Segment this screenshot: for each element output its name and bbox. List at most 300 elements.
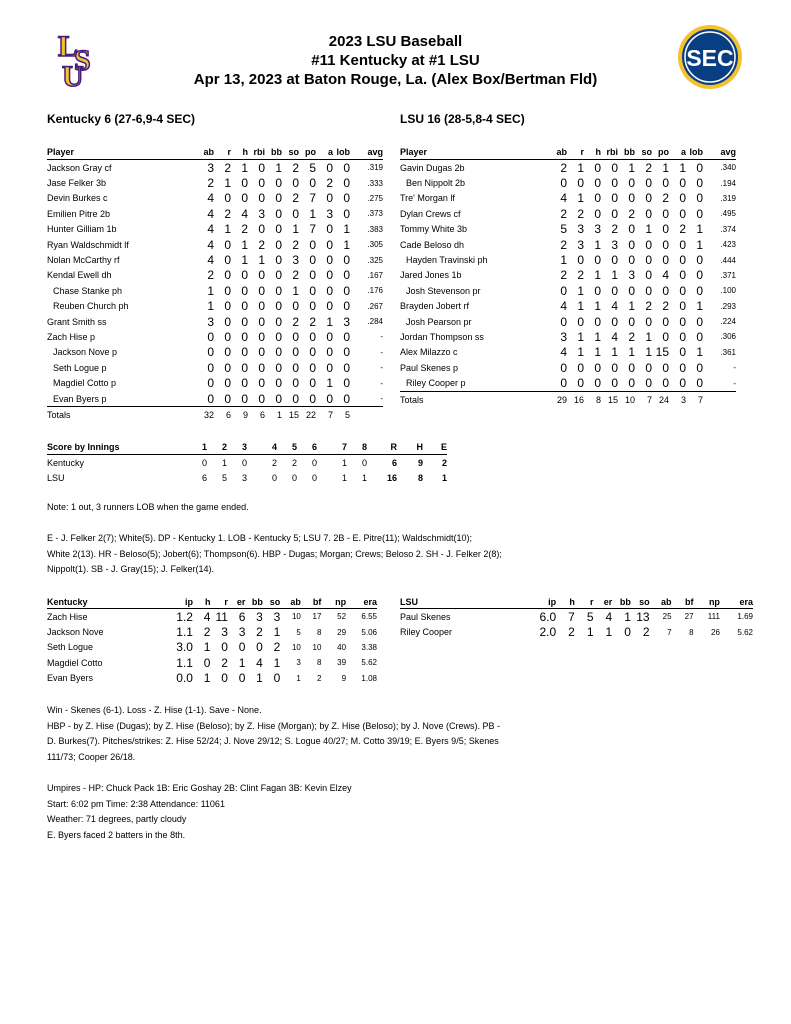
column-header: so (631, 595, 650, 609)
stat-cell: 1.08 (361, 673, 377, 683)
stat-cell: 5 (296, 627, 301, 637)
player-row (400, 360, 736, 375)
visitor-batting-table (47, 145, 383, 423)
inning-score: 0 (201, 457, 207, 468)
stat-cell: 26 (711, 627, 720, 637)
player-name: Josh Stevenson pr (406, 285, 481, 296)
inning-score: 0 (241, 457, 247, 468)
stat-cell: 3 (326, 206, 333, 221)
stat-cell: 0 (343, 376, 350, 391)
totals-cell: 15 (288, 409, 299, 420)
player-name: Paul Skenes p (400, 362, 459, 373)
stat-cell: 1 (577, 160, 584, 175)
player-name: Tommy White 3b (400, 224, 468, 235)
totals-cell: 8 (595, 394, 601, 405)
stat-cell: 1 (696, 237, 703, 252)
player-row (47, 252, 383, 267)
inning-score: 2 (271, 457, 277, 468)
game-date-location: Apr 13, 2023 at Baton Rouge, La. (Alex Box/Bertman Fld) (193, 71, 598, 88)
stat-cell: 3 (292, 253, 299, 268)
column-header: bb (245, 595, 262, 609)
totals-cell: 15 (607, 394, 618, 405)
stat-cell: 1 (696, 345, 703, 360)
stat-cell: 0 (645, 253, 652, 268)
stat-cell: 2 (207, 176, 214, 191)
stat-cell: 0 (679, 299, 686, 314)
stat-cell: 1 (594, 268, 601, 283)
pitcher-row (47, 624, 377, 639)
stat-cell: 2 (645, 299, 652, 314)
stat-cell: 5.62 (737, 627, 753, 637)
batting-average: .306 (720, 332, 736, 342)
stat-cell: 0 (241, 329, 248, 344)
inning-header: 1 (187, 439, 207, 455)
stat-cell: 2 (241, 222, 248, 237)
linescore-row (47, 470, 447, 485)
stat-cell: 0 (309, 268, 316, 283)
stat-cell: 3 (221, 625, 228, 640)
stat-cell: 3 (238, 625, 246, 640)
column-header: avg (703, 145, 736, 160)
stat-cell: 0 (326, 360, 333, 375)
stat-cell: 5.62 (361, 658, 377, 668)
inning-score: 2 (291, 457, 297, 468)
notes-line: E - J. Felker 2(7); White(5). DP - Kentucky 1. LOB - Kentucky 5; LSU 7. 2B - E. Pitre(11); Waldschmidt(10); (47, 533, 472, 543)
column-header: er (594, 595, 613, 609)
pitcher-name: Seth Logue (47, 642, 94, 653)
player-row (47, 191, 383, 206)
column-header: era (346, 595, 377, 609)
stat-cell: 0 (343, 329, 350, 344)
batting-average: .333 (367, 178, 383, 188)
rhe-value: 9 (417, 457, 423, 468)
stat-cell: 0 (224, 299, 231, 314)
inning-header: 7 (317, 439, 347, 455)
stat-cell: 39 (337, 658, 347, 668)
stat-cell: 0 (224, 360, 231, 375)
stat-cell: 1 (203, 671, 211, 686)
totals-cell: 22 (305, 409, 316, 420)
stat-cell: 0 (662, 206, 669, 221)
linescore-table (47, 439, 447, 485)
stat-cell: 0 (258, 329, 265, 344)
game-end-note: Note: 1 out, 3 runners LOB when the game ended. (47, 502, 249, 512)
stat-cell: 3.0 (176, 640, 193, 655)
stat-cell: 0 (326, 268, 333, 283)
stat-cell: 1 (628, 160, 635, 175)
stat-cell: 1 (224, 222, 231, 237)
stat-cell: 2 (203, 625, 211, 640)
stat-cell: 2 (662, 299, 669, 314)
stat-cell: 1 (605, 625, 613, 640)
totals-cell: 7 (327, 409, 333, 420)
column-header: so (282, 145, 299, 160)
player-name: Jackson Gray cf (47, 162, 112, 173)
stat-cell: 0 (696, 206, 703, 221)
stat-cell: 0 (326, 237, 333, 252)
summary-line: D. Burkes(7). Pitches/strikes: Z. Hise 52/24; J. Nove 29/12; S. Logue 40/27; M. Cotto 39/19; E. Byers 9/5; Skenes (47, 736, 499, 746)
stat-cell: 0 (662, 253, 669, 268)
stat-cell: 0 (224, 237, 231, 252)
column-header: po (652, 145, 669, 160)
rhe-value: 8 (417, 472, 423, 483)
player-name: Magdiel Cotto p (53, 378, 117, 389)
stat-cell: 0 (624, 625, 631, 640)
stat-cell: 1 (577, 329, 584, 344)
stat-cell: 3 (296, 658, 301, 668)
column-header: r (210, 595, 227, 609)
player-row (47, 314, 383, 329)
game-info-footer (47, 781, 747, 843)
stat-cell: 5 (560, 222, 567, 237)
inning-score: 0 (291, 472, 297, 483)
stat-cell: 1 (343, 237, 350, 252)
column-header: a (669, 145, 686, 160)
stat-cell: 0 (343, 206, 350, 221)
stat-cell: 0 (696, 160, 703, 175)
stat-cell: 0 (207, 345, 214, 360)
stat-cell: 0 (292, 329, 299, 344)
totals-cell: 3 (680, 394, 686, 405)
stat-cell: 0 (343, 299, 350, 314)
stat-cell: 0 (645, 191, 652, 206)
player-name: Hayden Travinski ph (406, 255, 488, 266)
stat-cell: 0 (594, 360, 601, 375)
stat-cell: 1 (296, 673, 301, 683)
stat-cell: 0 (309, 237, 316, 252)
stat-cell: 1 (275, 160, 282, 175)
column-header: bf (301, 595, 322, 609)
batting-average: - (380, 363, 383, 373)
stat-cell: 0 (343, 360, 350, 375)
player-row (47, 222, 383, 237)
stat-cell: 40 (337, 642, 347, 652)
column-header: lob (333, 145, 350, 160)
stat-cell: 0 (662, 237, 669, 252)
player-name: Josh Pearson pr (406, 316, 472, 327)
batting-average: .374 (720, 224, 736, 234)
stat-cell: 0 (645, 283, 652, 298)
stat-cell: 2 (568, 625, 575, 640)
stat-cell: 0 (577, 253, 584, 268)
stat-cell: 0 (309, 299, 316, 314)
summary-line: HBP - by Z. Hise (Dugas); by Z. Hise (Beloso); by Z. Hise (Morgan); by Z. Hise (Beloso); by J. Nove (Crews). PB - (47, 720, 500, 731)
stat-cell: 3 (343, 314, 350, 329)
player-name: Devin Burkes c (47, 193, 108, 204)
stat-cell: 0 (611, 253, 618, 268)
totals-cell: 9 (242, 409, 248, 420)
stat-cell: 0 (611, 360, 618, 375)
stat-cell: 3 (577, 237, 584, 252)
visitor-pitching-table (47, 595, 377, 686)
stat-cell: 0 (679, 176, 686, 191)
stat-cell: 0 (679, 345, 686, 360)
stat-cell: 1 (594, 237, 601, 252)
stat-cell: 0 (309, 253, 316, 268)
inning-score: 1 (361, 472, 367, 483)
stat-cell: 0 (326, 222, 333, 237)
stat-cell: 0 (679, 329, 686, 344)
stat-cell: 0 (611, 314, 618, 329)
stat-cell: 0 (618, 375, 635, 391)
column-header: bb (618, 145, 635, 160)
column-header: ip (532, 595, 556, 609)
stat-cell: 4 (611, 299, 618, 314)
column-header: Player (47, 145, 197, 160)
stat-cell: 0 (275, 314, 282, 329)
stat-cell: 8 (316, 627, 322, 637)
batting-average: .293 (720, 301, 736, 311)
stat-cell: 0 (258, 191, 265, 206)
stat-cell: 0 (241, 283, 248, 298)
stat-cell: 1 (241, 160, 248, 175)
stat-cell: 1 (241, 237, 248, 252)
stat-cell: 0 (221, 671, 228, 686)
stat-cell: 0 (292, 176, 299, 191)
stat-cell: 0 (224, 376, 231, 391)
stat-cell: 4 (611, 329, 618, 344)
player-name: Jase Felker 3b (47, 178, 107, 189)
totals-cell: 5 (344, 409, 350, 420)
stat-cell: 0.0 (176, 671, 193, 686)
pitcher-row (47, 609, 377, 625)
stat-cell: 0 (275, 283, 282, 298)
stat-cell: 0 (258, 222, 265, 237)
svg-text:S: S (74, 44, 91, 77)
footer-line: Weather: 71 degrees, partly cloudy (47, 814, 187, 824)
player-row (47, 175, 383, 190)
stat-cell: 0 (594, 283, 601, 298)
stat-cell: 3 (273, 609, 281, 624)
stat-cell: 0 (560, 314, 567, 329)
stat-cell: 2 (326, 176, 333, 191)
stat-cell: 0 (275, 268, 282, 283)
stat-cell: 0 (309, 345, 316, 360)
stat-cell: 3 (628, 268, 635, 283)
stat-cell: 0 (275, 176, 282, 191)
stat-cell: 1 (273, 625, 281, 640)
batting-average: .340 (720, 163, 736, 173)
stat-cell: 1 (594, 329, 601, 344)
player-row (47, 345, 383, 360)
totals-cell: 10 (624, 394, 635, 405)
stat-cell: 0 (628, 314, 635, 329)
player-name: Grant Smith ss (47, 316, 107, 327)
inning-header: 3 (227, 439, 247, 455)
player-row (400, 268, 736, 283)
stat-cell: 29 (337, 627, 347, 637)
stat-cell: 0 (611, 206, 618, 221)
inning-header: 5 (277, 439, 297, 455)
stat-cell: 2 (292, 268, 299, 283)
pitcher-row (400, 624, 753, 639)
stat-cell: 0 (258, 314, 265, 329)
stat-cell: 0 (275, 360, 282, 375)
stat-cell: 2 (256, 625, 263, 640)
stat-cell: 0 (343, 176, 350, 191)
inning-score: 0 (311, 472, 317, 483)
stat-cell: 0 (550, 375, 567, 391)
player-name: Jared Jones 1b (400, 270, 462, 281)
totals-empty (703, 391, 736, 407)
stat-cell: 0 (231, 391, 248, 407)
stat-cell: 0 (679, 237, 686, 252)
stat-cell: 0 (679, 253, 686, 268)
stat-cell: 10 (291, 642, 301, 652)
stat-cell: 1 (696, 299, 703, 314)
stat-cell: 1 (645, 222, 652, 237)
stat-cell: 3 (207, 160, 214, 175)
stat-cell: 17 (312, 612, 322, 622)
stat-cell: 0 (224, 329, 231, 344)
stat-cell: 5.06 (361, 627, 377, 637)
stat-cell: 2 (273, 640, 281, 655)
stat-cell: 7 (568, 609, 575, 624)
inning-score: 1 (221, 457, 227, 468)
column-header: a (316, 145, 333, 160)
stat-cell: 0 (594, 191, 601, 206)
stat-cell: 1.1 (176, 625, 193, 640)
stat-cell: 0 (197, 391, 214, 407)
stat-cell: 0 (241, 299, 248, 314)
stat-cell: 2 (645, 160, 652, 175)
stat-cell: 1 (611, 345, 618, 360)
stat-cell: 0 (696, 283, 703, 298)
stat-cell: 0 (275, 253, 282, 268)
stat-cell: 10 (291, 612, 301, 622)
stat-cell: 0 (628, 360, 635, 375)
column-header: era (720, 595, 753, 609)
rhe-header: E (423, 439, 447, 455)
pitching-team-header: Kentucky (47, 595, 170, 609)
stat-cell: 4 (560, 299, 567, 314)
column-header: np (694, 595, 720, 609)
batting-average: .325 (367, 255, 383, 265)
stat-cell: 0 (611, 160, 618, 175)
stat-cell: 0 (214, 391, 231, 407)
stat-cell: 0 (584, 375, 601, 391)
stat-cell: 1 (207, 299, 214, 314)
stat-cell: 6.0 (539, 609, 557, 624)
player-name: Kendal Ewell dh (47, 270, 112, 281)
player-row (400, 175, 736, 190)
pitcher-name: Riley Cooper (400, 627, 453, 638)
player-row (47, 375, 383, 390)
column-header: so (263, 595, 280, 609)
column-header: lob (686, 145, 703, 160)
pitcher-row (47, 640, 377, 655)
stat-cell: 0 (292, 299, 299, 314)
stat-cell: 7 (309, 222, 316, 237)
stat-cell: 15 (655, 345, 669, 360)
stat-cell: 13 (636, 609, 650, 624)
svg-text:L: L (58, 30, 79, 63)
stat-cell: 0 (224, 191, 231, 206)
stat-cell: 4 (203, 609, 211, 624)
stat-cell: 0 (696, 360, 703, 375)
stat-cell: 0 (343, 160, 350, 175)
player-name: Ryan Waldschmidt lf (47, 239, 129, 250)
stat-cell: 1 (256, 671, 263, 686)
column-header: r (575, 595, 594, 609)
player-name: Jordan Thompson ss (400, 331, 484, 342)
stat-cell: 1 (238, 655, 246, 670)
stat-cell: 2 (221, 655, 228, 670)
stat-cell: 9 (341, 673, 347, 683)
stat-cell: 1 (343, 222, 350, 237)
column-header: ab (280, 595, 301, 609)
stat-cell: 1 (309, 206, 316, 221)
stat-cell: 0 (662, 314, 669, 329)
stat-cell: 0 (662, 283, 669, 298)
stat-cell: 0 (221, 640, 228, 655)
stat-cell: 1 (628, 299, 635, 314)
inning-header: 2 (207, 439, 227, 455)
stat-cell: 0 (224, 314, 231, 329)
stat-cell: 4 (560, 345, 567, 360)
stat-cell: 0 (326, 160, 333, 175)
stat-cell: 2 (292, 160, 299, 175)
stat-cell: 0 (594, 160, 601, 175)
stat-cell: 25 (662, 612, 672, 622)
stat-cell: 1 (645, 345, 652, 360)
column-header: h (193, 595, 210, 609)
inning-score: 1 (341, 472, 347, 483)
stat-cell: 0 (258, 360, 265, 375)
stat-cell: 0 (309, 283, 316, 298)
column-header: po (299, 145, 316, 160)
player-name: Brayden Jobert rf (400, 301, 470, 312)
stat-cell: 4 (560, 191, 567, 206)
stat-cell: 0 (635, 375, 652, 391)
stat-cell: 4 (207, 191, 214, 206)
stat-cell: 0 (292, 206, 299, 221)
batting-average: .194 (720, 178, 736, 188)
stat-cell: 2.0 (539, 625, 557, 640)
stat-cell: 0 (292, 376, 299, 391)
stat-cell: 0 (258, 176, 265, 191)
player-row (400, 314, 736, 329)
stat-cell: 0 (594, 206, 601, 221)
summary-line: 111/73; Cooper 26/18. (47, 751, 136, 762)
stat-cell: 0 (662, 176, 669, 191)
stat-cell: 2 (224, 160, 231, 175)
stat-cell: 0 (679, 283, 686, 298)
stat-cell: 0 (611, 191, 618, 206)
stat-cell: 0 (248, 391, 265, 407)
batting-average: .176 (367, 286, 383, 296)
player-row (47, 329, 383, 344)
stat-cell: 0 (258, 376, 265, 391)
stat-cell: 0 (224, 345, 231, 360)
stat-cell: 0 (628, 191, 635, 206)
stat-cell: 0 (662, 360, 669, 375)
player-row (400, 206, 736, 221)
inning-score: 3 (241, 472, 247, 483)
stat-cell: 0 (258, 345, 265, 360)
stat-cell: 0 (224, 283, 231, 298)
visitor-team-heading: Kentucky 6 (27-6,9-4 SEC) (47, 112, 196, 126)
totals-cell: 1 (276, 409, 282, 420)
inning-score: 0 (361, 457, 367, 468)
stat-cell: 1 (241, 253, 248, 268)
stat-cell: 1 (696, 222, 703, 237)
batting-average: .267 (367, 301, 383, 311)
totals-label: Totals (47, 409, 71, 420)
batting-average: - (380, 332, 383, 342)
stat-cell: 0 (679, 268, 686, 283)
stat-cell: 1 (207, 283, 214, 298)
